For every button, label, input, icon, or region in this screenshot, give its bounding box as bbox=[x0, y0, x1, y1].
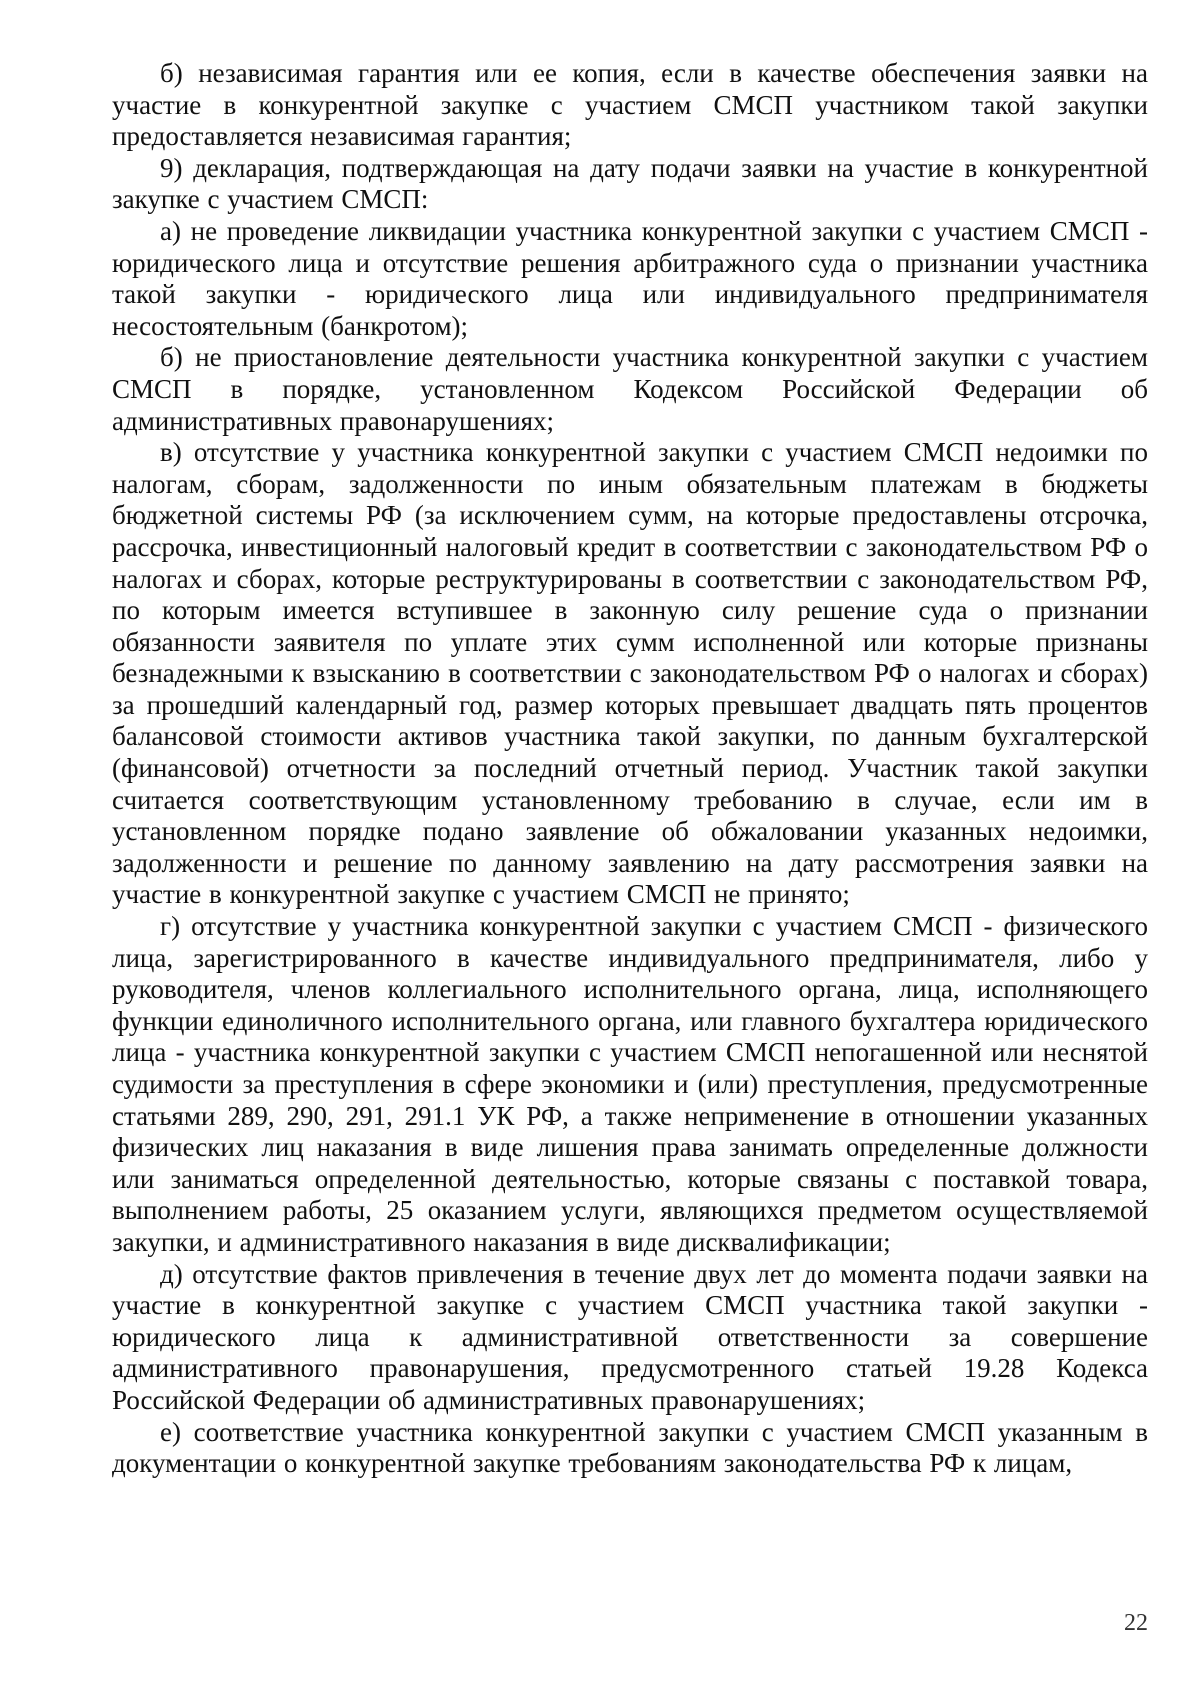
paragraph-declaration-intro: 9) декларация, подтверждающая на дату подачи заявки на участие в конкурентной закупке с участием СМСП: bbox=[112, 152, 1148, 215]
paragraph-no-liquidation: а) не проведение ликвидации участника конкурентной закупки с участием СМСП - юридического лица и отсутствие решения арбитражного суда о признании участника такой закупки - юридического лица или индивидуального предпринимателя несостоятельным (банкротом); bbox=[112, 215, 1148, 341]
paragraph-independent-guarantee: б) независимая гарантия или ее копия, если в качестве обеспечения заявки на участие в конкурентной закупке с участием СМСП участником такой закупки предоставляется независимая гарантия; bbox=[112, 58, 1148, 152]
paragraph-no-arrears: в) отсутствие у участника конкурентной закупки с участием СМСП недоимки по налогам, сборам, задолженности по иным обязательным платежам в бюджеты бюджетной системы РФ (за исключением сумм, на которые предоставлены отсрочка, рассрочка, инвестиционный налоговый кредит в соответствии с законодательством РФ о налогах и сборах, которые реструктурированы в соответствии с законодательством РФ, по которым имеется вступившее в законную силу решение суда о признании обязанности заявителя по уплате этих сумм исполненной или которые признаны безнадежными к взысканию в соответствии с законодательством РФ о налогах и сборах) за прошедший календарный год, размер которых превышает двадцать пять процентов балансовой стоимости активов участника такой закупки, по данным бухгалтерской (финансовой) отчетности за последний отчетный период. Участник такой закупки считается соответствующим установленному требованию в случае, если им в установленном порядке подано заявление об обжаловании указанных недоимки, задолженности и решение по данному заявлению на дату рассмотрения заявки на участие в конкурентной закупке с участием СМСП не принято; bbox=[112, 437, 1148, 910]
document-body bbox=[112, 58, 1148, 1480]
paragraph-no-criminal-record: г) отсутствие у участника конкурентной закупки с участием СМСП - физического лица, зарегистрированного в качестве индивидуального предпринимателя, либо у руководителя, членов коллегиального исполнительного органа, лица, исполняющего функции единоличного исполнительного органа, или главного бухгалтера юридического лица - участника конкурентной закупки с участием СМСП непогашенной или неснятой судимости за преступления в сфере экономики и (или) преступления, предусмотренные статьями 289, 290, 291, 291.1 УК РФ, а также неприменение в отношении указанных физических лиц наказания в виде лишения права занимать определенные должности или заниматься определенной деятельностью, которые связаны с поставкой товара, выполнением работы, 25 оказанием услуги, являющихся предметом осуществляемой закупки, и административного наказания в виде дисквалификации; bbox=[112, 911, 1148, 1257]
page-number: 22 bbox=[1124, 1610, 1148, 1636]
paragraph-compliance-requirements: е) соответствие участника конкурентной закупки с участием СМСП указанным в документации о конкурентной закупке требованиям законодательства РФ к лицам, bbox=[112, 1416, 1148, 1479]
paragraph-no-suspension: б) не приостановление деятельности участника конкурентной закупки с участием СМСП в порядке, установленном Кодексом Российской Федерации об административных правонарушениях; bbox=[112, 342, 1148, 436]
paragraph-no-administrative-liability: д) отсутствие фактов привлечения в течение двух лет до момента подачи заявки на участие в конкурентной закупке с участием СМСП участника такой закупки - юридического лица к административной ответственности за совершение административного правонарушения, предусмотренного статьей 19.28 Кодекса Российской Федерации об административных правонарушениях; bbox=[112, 1258, 1148, 1415]
